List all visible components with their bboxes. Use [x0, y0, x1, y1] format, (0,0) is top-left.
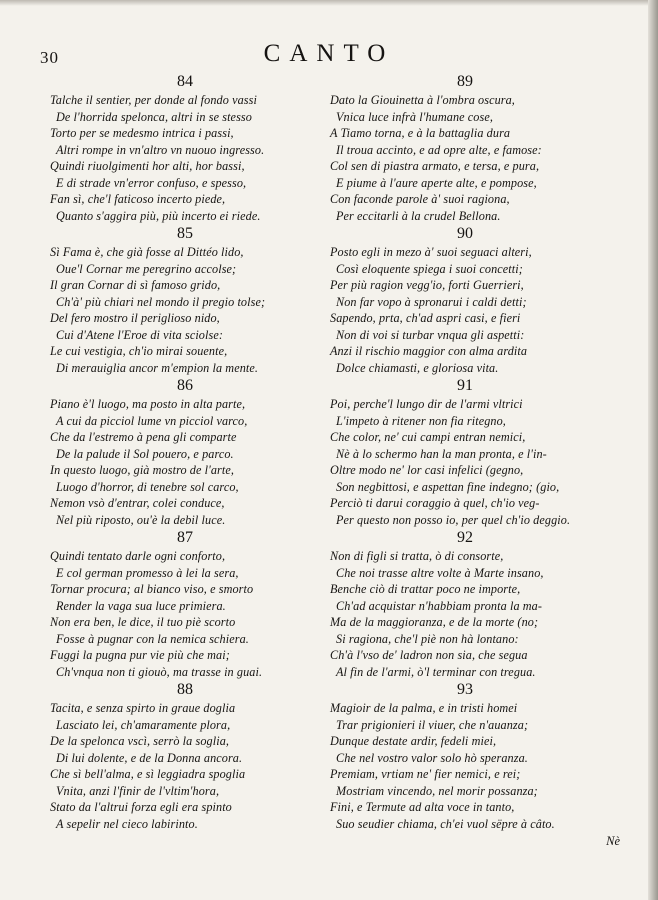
verse-line: Quanto s'aggira più, più incerto ei riede.	[56, 208, 261, 223]
verse-line: Render la vaga sua luce primiera.	[56, 598, 226, 613]
verse-line: Lasciato lei, ch'amaramente plora,	[56, 717, 231, 732]
verse-line: Luogo d'horror, di tenebre sol carco,	[56, 479, 239, 494]
verse-line: Ch'ad acquistar n'habbiam pronta la ma-	[336, 598, 543, 613]
verse-line: Quindi tentato darle ogni conforto,	[50, 549, 226, 563]
verse-line: Con faconde parole à' suoi ragiona,	[330, 192, 510, 206]
verse-line: Fosse à pugnar con la nemica schiera.	[56, 631, 249, 646]
verse-line: Perciò ti darui coraggio à quel, ch'io veg-	[330, 496, 540, 510]
verse-line: Si ragiona, che'l piè non hà lontano:	[336, 631, 519, 646]
running-title: CANTO	[263, 40, 395, 67]
stanza	[330, 224, 630, 376]
verse-line: Nè à lo schermo han la man pronta, e l'in-	[336, 446, 547, 461]
right-column	[330, 72, 630, 832]
verse-line: Ma de la maggioranza, e de la morte (no;	[330, 615, 539, 629]
stanza-number: 93	[457, 681, 473, 698]
verse-line: A sepelir nel cieco labirinto.	[56, 816, 198, 831]
verse-line: Oltre modo ne' lor casi infelici (gegno,	[330, 463, 524, 477]
stanza-number: 84	[177, 73, 193, 90]
stanza	[50, 680, 350, 832]
stanza-number: 85	[177, 225, 193, 242]
verse-line: Nemon vsò d'entrar, colei conduce,	[50, 496, 225, 510]
verse-line: Per questo non posso io, per quel ch'io deggio.	[336, 512, 571, 527]
verse-line: Del fero mostro il periglioso nido,	[50, 311, 220, 325]
stanza-number: 91	[457, 377, 473, 394]
verse-line: De la palude il Sol pouero, e parco.	[56, 446, 234, 461]
stanza-number: 86	[177, 377, 193, 394]
verse-line: Che color, ne' cui campi entran nemici,	[330, 430, 526, 444]
verse-line: Cui d'Atene l'Eroe di vita sciolse:	[56, 327, 224, 342]
page-top-shadow	[0, 0, 658, 6]
verse-line: Talche il sentier, per donde al fondo vassi	[50, 93, 257, 107]
verse-line: Non di figli si tratta, ò di consorte,	[330, 549, 504, 563]
stanza-number: 87	[177, 529, 193, 546]
verse-line: Al fin de l'armi, ò'l terminar con tregua.	[336, 664, 536, 679]
verse-line: E di strade vn'error confuso, e spesso,	[56, 175, 247, 190]
verse-line: Dunque destate ardir, fedeli miei,	[330, 734, 497, 748]
verse-line: Piano è'l luogo, ma posto in alta parte,	[50, 397, 246, 411]
verse-line: Anzi il rischio maggior con alma ardita	[330, 344, 528, 358]
verse-line: Altri rompe in vn'altro vn nuouo ingresso.	[56, 142, 265, 157]
verse-line: Torto per se medesmo intrica i passi,	[50, 126, 234, 140]
verse-line: Che nel vostro valor solo hò speranza.	[336, 750, 528, 765]
verse-line: In questo luogo, già mostro de l'arte,	[50, 463, 235, 477]
verse-line: Ch'vnqua non ti giouò, ma trasse in guai.	[56, 664, 263, 679]
verse-line: Col sen di piastra armato, e tersa, e pura,	[330, 159, 540, 173]
stanza-number: 88	[177, 681, 193, 698]
catchword: Nè	[606, 834, 620, 848]
verse-line: Mostriam vincendo, nel morir possanza;	[336, 783, 538, 798]
verse-line: Stato da l'altrui forza egli era spinto	[50, 800, 232, 814]
verse-line: Per più ragion vegg'io, forti Guerrieri,	[330, 278, 524, 292]
stanza	[330, 680, 630, 832]
verse-line: Oue'l Cornar me peregrino accolse;	[56, 261, 237, 276]
verse-line: Suo seudier chiama, ch'ei vuol sëpre à câto.	[336, 816, 555, 831]
left-column	[50, 72, 350, 832]
page-number: 30	[40, 48, 59, 67]
verse-line: Che da l'estremo à pena gli comparte	[50, 430, 237, 444]
verse-line: Magioir de la palma, e in tristi homei	[330, 701, 518, 715]
verse-line: Per eccitarli à la crudel Bellona.	[336, 208, 501, 223]
stanza	[330, 376, 630, 528]
verse-line: L'impeto à ritener non fia ritegno,	[336, 413, 506, 428]
verse-line: Vnica luce infrà l'humane cose,	[336, 109, 493, 124]
verse-line: Non far vopo à spronarui i caldi detti;	[336, 294, 527, 309]
verse-line: E col german promesso à lei la sera,	[56, 565, 239, 580]
verse-line: Tacita, e senza spirto in graue doglia	[50, 701, 236, 715]
verse-line: De l'horrida spelonca, altri in se stesso	[56, 109, 252, 124]
verse-line: Vnita, anzi l'finir de l'vltim'hora,	[56, 783, 220, 798]
verse-line: Ch'à' più chiari nel mondo il pregio tolse;	[56, 294, 266, 309]
stanza	[50, 528, 350, 680]
verse-line: Di merauiglia ancor m'empion la mente.	[56, 360, 259, 375]
stanza-number: 92	[457, 529, 473, 546]
verse-line: Son negbittosi, e aspettan fine indegno; (gio,	[336, 479, 560, 494]
verse-line: A Tiamo torna, e à la battaglia dura	[330, 126, 511, 140]
verse-line: Sapendo, prta, ch'ad aspri casi, e fieri	[330, 311, 521, 325]
verse-line: Fuggi la pugna pur vie più che mai;	[50, 648, 230, 662]
verse-line: Fan sì, che'l faticoso incerto piede,	[50, 192, 226, 206]
page-binding-edge	[648, 0, 658, 900]
verse-line: Non di voi si turbar vnqua gli aspetti:	[336, 327, 525, 342]
verse-line: Poi, perche'l lungo dir de l'armi vltrici	[330, 397, 523, 411]
stanza-number: 89	[457, 73, 473, 90]
verse-line: Trar prigionieri il viuer, che n'auanza;	[336, 717, 529, 732]
verse-line: Che sì bell'alma, e sì leggiadra spoglia	[50, 767, 246, 781]
verse-line: Sì Fama è, che già fosse al Dittéo lido,	[50, 245, 244, 259]
verse-line: Che noi trasse altre volte à Marte insano,	[336, 565, 544, 580]
verse-line: Premiam, vrtiam ne' fier nemici, e rei;	[330, 767, 521, 781]
verse-line: Dolce chiamasti, e gloriosa vita.	[336, 360, 499, 375]
verse-line: E piume à l'aure aperte alte, e pompose,	[336, 175, 537, 190]
verse-line: Dato la Giouinetta à l'ombra oscura,	[330, 93, 515, 107]
verse-line: Il gran Cornar di sì famoso grido,	[50, 278, 221, 292]
stanza	[330, 528, 630, 680]
verse-line: Non era ben, le dice, il tuo piè scorto	[50, 615, 236, 629]
stanza	[50, 376, 350, 528]
verse-line: Così eloquente spiega i suoi concetti;	[336, 261, 523, 276]
verse-line: Benche ciò di trattar poco ne importe,	[330, 582, 521, 596]
verse-line: A cui da picciol lume vn picciol varco,	[56, 413, 248, 428]
stanza-number: 90	[457, 225, 473, 242]
verse-line: Di lui dolente, e de la Donna ancora.	[56, 750, 243, 765]
verse-line: Fini, e Termute ad alta voce in tanto,	[330, 800, 515, 814]
verse-line: De la spelonca vscì, serrò la soglia,	[50, 734, 230, 748]
verse-line: Ch'à l'vso de' ladron non sia, che segua	[330, 648, 528, 662]
stanza	[50, 72, 350, 224]
verse-line: Il troua accinto, e ad opre alte, e famose:	[336, 142, 542, 157]
stanza	[50, 224, 350, 376]
stanza	[330, 72, 630, 224]
verse-line: Posto egli in mezo à' suoi seguaci alteri,	[330, 245, 532, 259]
verse-line: Nel più riposto, ou'è la debil luce.	[56, 512, 226, 527]
verse-line: Le cui vestigia, ch'io mirai souente,	[50, 344, 228, 358]
verse-line: Tornar procura; al bianco viso, e smorto	[50, 582, 254, 596]
verse-line: Quindi riuolgimenti hor alti, hor bassi,	[50, 159, 245, 173]
